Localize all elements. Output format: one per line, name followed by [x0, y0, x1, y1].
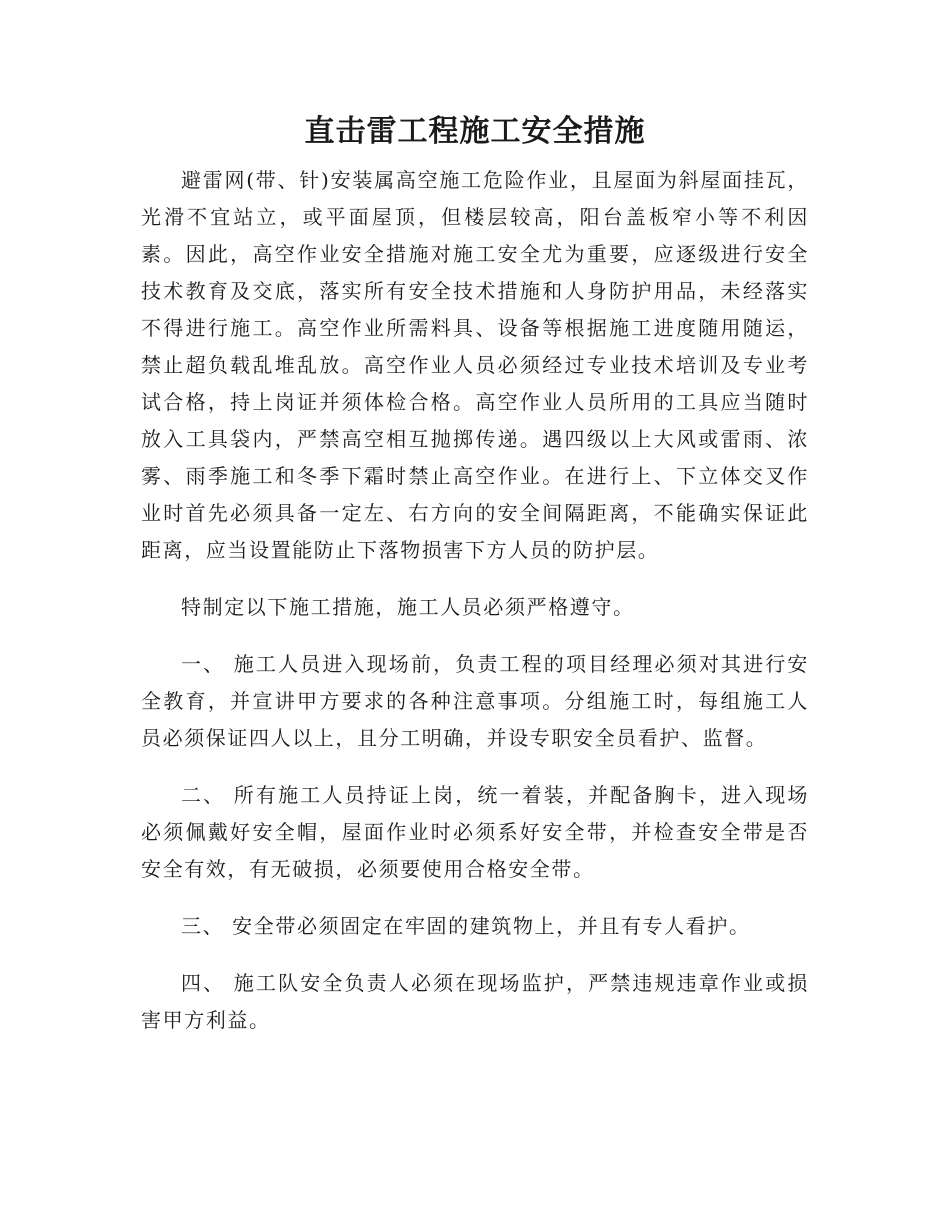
- paragraph-item-4: 四、 施工队安全负责人必须在现场监护，严禁违规违章作业或损害甲方利益。: [141, 971, 809, 1032]
- document-title: 直击雷工程施工安全措施: [304, 114, 646, 149]
- paragraph-preamble: 特制定以下施工措施，施工人员必须严格遵守。: [181, 595, 635, 619]
- paragraph-item-2: 二、 所有施工人员持证上岗，统一着装，并配备胸卡，进入现场必须佩戴好安全帽，屋面作业时必须系好安全带，并检查安全带是否安全有效，有无破损，必须要使用合格安全带。: [141, 783, 809, 881]
- document-body: [141, 162, 809, 1059]
- paragraph-intro: 避雷网(带、针)安装属高空施工危险作业，且屋面为斜屋面挂瓦，光滑不宜站立，或平面屋顶，但楼层较高，阳台盖板窄小等不利因素。因此，高空作业安全措施对施工安全尤为重要，应逐级进行安全技术教育及交底，落实所有安全技术措施和人身防护用品，未经落实不得进行施工。高空作业所需料具、设备等根据施工进度随用随运，禁止超负载乱堆乱放。高空作业人员必须经过专业技术培训及专业考试合格，持上岗证并须体检合格。高空作业人员所用的工具应当随时放入工具袋内，严禁高空相互抛掷传递。遇四级以上大风或雷雨、浓雾、雨季施工和冬季下霜时禁止高空作业。在进行上、下立体交叉作业时首先必须具备一定左、右方向的安全间隔距离，不能确实保证此距离，应当设置能防止下落物损害下方人员的防护层。: [141, 168, 809, 562]
- paragraph-item-3: 三、 安全带必须固定在牢固的建筑物上，并且有专人看护。: [181, 914, 751, 938]
- paragraph-item-1: 一、 施工人员进入现场前，负责工程的项目经理必须对其进行安全教育，并宣讲甲方要求的各种注意事项。分组施工时，每组施工人员必须保证四人以上，且分工明确，并设专职安全员看护、监督。: [141, 652, 809, 750]
